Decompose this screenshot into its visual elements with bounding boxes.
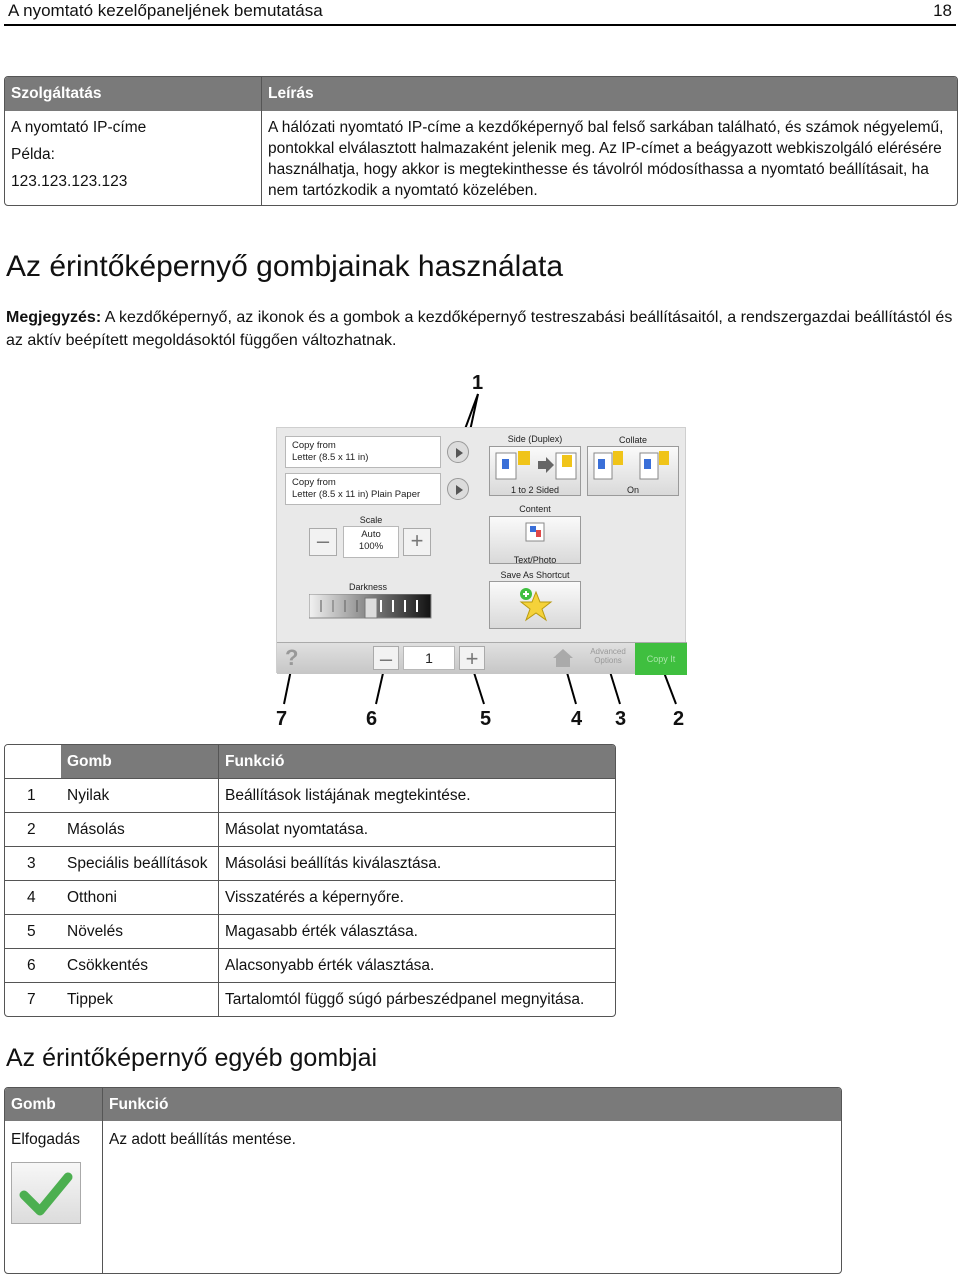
side-duplex-value: 1 to 2 Sided: [510, 485, 560, 495]
copy-from-label: Copy from: [292, 440, 336, 451]
scale-value: 100%: [358, 541, 384, 552]
col-header-function: Funkció: [219, 745, 615, 778]
copy-from-label: Copy from: [292, 477, 336, 488]
col-header-description: Leírás: [262, 77, 957, 111]
row-function: Alacsonyabb érték választása.: [219, 948, 615, 982]
row-button: Speciális beállítások: [61, 846, 219, 880]
darkness-label: Darkness: [349, 582, 388, 592]
row-function: Az adott beállítás mentése.: [109, 1131, 296, 1148]
row-number: 4: [5, 880, 61, 914]
service-line: A nyomtató IP-címe: [11, 119, 147, 136]
text-photo-icon: [490, 517, 580, 551]
button-cell: [5, 1121, 103, 1273]
row-number: 1: [5, 778, 61, 812]
collate-pages-icon: [588, 447, 678, 483]
callout-number: 4: [571, 708, 583, 730]
row-function: Másolási beállítás kiválasztása.: [219, 846, 615, 880]
advanced-label: Advanced: [590, 647, 626, 656]
scale-mode: Auto: [361, 529, 381, 540]
col-header-number: [5, 745, 61, 778]
service-line: 123.123.123.123: [11, 173, 128, 190]
save-shortcut-tile[interactable]: [489, 581, 581, 629]
arrow-right-icon[interactable]: [447, 478, 469, 500]
content-label: Content: [519, 504, 551, 514]
accept-button-image: [11, 1162, 81, 1224]
row-function: Magasabb érték választása.: [219, 914, 615, 948]
service-line: Példa:: [11, 146, 55, 163]
note-text: A kezdőképernyő, az ikonok és a gombok a kezdőképernyő testreszabási beállításaitól, a rendszergazdai beállítástól és az aktív beépített megoldásoktól függően változhatnak.: [6, 309, 953, 349]
side-duplex-label: Side (Duplex): [507, 434, 563, 444]
note-label: Megjegyzés:: [6, 309, 102, 326]
copy-from-value: Letter (8.5 x 11 in) Plain Paper: [292, 489, 421, 500]
callout-number: 5: [480, 708, 492, 730]
table-row: [5, 948, 615, 982]
row-number: 3: [5, 846, 61, 880]
copy-from-paper-button[interactable]: [285, 473, 441, 505]
callout-number: 1: [472, 372, 484, 394]
panel-bottom-bar: [277, 642, 687, 674]
row-button: Csökkentés: [61, 948, 219, 982]
copies-minus-button[interactable]: –: [373, 646, 399, 670]
row-button: Tippek: [61, 982, 219, 1016]
description-cell: A hálózati nyomtató IP-címe a kezdőképernyő bal felső sarkában található, és számok négyelemű, pontokkal elválasztott halmazaként jelenik meg. Az IP-címet a beágyazott webkiszolgáló elérésére használhatja, hogy akkor is megtekinthesse és távolról módosíthassa a nyomtató beállításait, ha nem tartózkodik a nyomtató közelében.: [268, 119, 944, 199]
advanced-options-button[interactable]: [583, 647, 633, 665]
col-header-button: Gomb: [61, 745, 219, 778]
row-button: Elfogadás: [11, 1131, 80, 1148]
row-number: 6: [5, 948, 61, 982]
row-number: 5: [5, 914, 61, 948]
callout-number: 2: [673, 708, 685, 730]
row-number: 2: [5, 812, 61, 846]
page-number: 18: [933, 1, 952, 20]
col-header-button: Gomb: [5, 1088, 103, 1121]
section-heading: Az érintőképernyő gombjainak használata: [6, 250, 564, 283]
running-header-title: A nyomtató kezelőpaneljének bemutatása: [8, 1, 323, 20]
table-row: [5, 812, 615, 846]
buttons-table: [4, 744, 616, 1017]
table-row: [5, 846, 615, 880]
checkmark-icon: [12, 1163, 80, 1223]
row-number: 7: [5, 982, 61, 1016]
row-function: Visszatérés a képernyőre.: [219, 880, 615, 914]
arrow-right-icon[interactable]: [447, 441, 469, 463]
table-row: [5, 982, 615, 1016]
copies-field[interactable]: 1: [403, 646, 455, 670]
callout-number: 6: [366, 708, 378, 730]
row-button: Másolás: [61, 812, 219, 846]
content-value: Text/Photo: [513, 555, 557, 565]
collate-value: On: [626, 485, 639, 495]
shortcut-label: Save As Shortcut: [500, 570, 570, 580]
row-button: Otthoni: [61, 880, 219, 914]
collate-label: Collate: [618, 435, 647, 445]
callout-number: 3: [615, 708, 627, 730]
scale-minus-button[interactable]: –: [309, 528, 337, 556]
copy-from-value: Letter (8.5 x 11 in): [292, 452, 369, 463]
scale-label: Scale: [359, 515, 383, 525]
col-header-service: Szolgáltatás: [5, 77, 262, 111]
home-icon[interactable]: [551, 647, 575, 669]
col-header-function: Funkció: [103, 1088, 841, 1121]
callout-number: 7: [276, 708, 288, 730]
row-button: Növelés: [61, 914, 219, 948]
copies-plus-button[interactable]: +: [459, 646, 485, 670]
copy-from-button[interactable]: [285, 436, 441, 468]
copy-it-button[interactable]: Copy It: [635, 643, 687, 675]
options-label: Options: [594, 656, 622, 665]
printer-touchscreen-illustration: [276, 427, 686, 673]
table-row: [5, 880, 615, 914]
row-button: Nyilak: [61, 778, 219, 812]
row-function: Tartalomtól függő súgó párbeszédpanel megnyitása.: [219, 982, 615, 1016]
help-icon[interactable]: ?: [285, 645, 299, 670]
section-heading: Az érintőképernyő egyéb gombjai: [6, 1044, 378, 1072]
other-buttons-table: [4, 1087, 842, 1274]
row-function: Másolat nyomtatása.: [219, 812, 615, 846]
star-plus-icon: [490, 582, 580, 628]
scale-field[interactable]: [343, 526, 399, 558]
duplex-pages-icon: [490, 447, 580, 483]
row-function: Beállítások listájának megtekintése.: [219, 778, 615, 812]
darkness-slider[interactable]: [309, 594, 433, 620]
table-row: [5, 1121, 841, 1273]
scale-plus-button[interactable]: +: [403, 528, 431, 556]
table-row: [5, 914, 615, 948]
table-row: [5, 778, 615, 812]
